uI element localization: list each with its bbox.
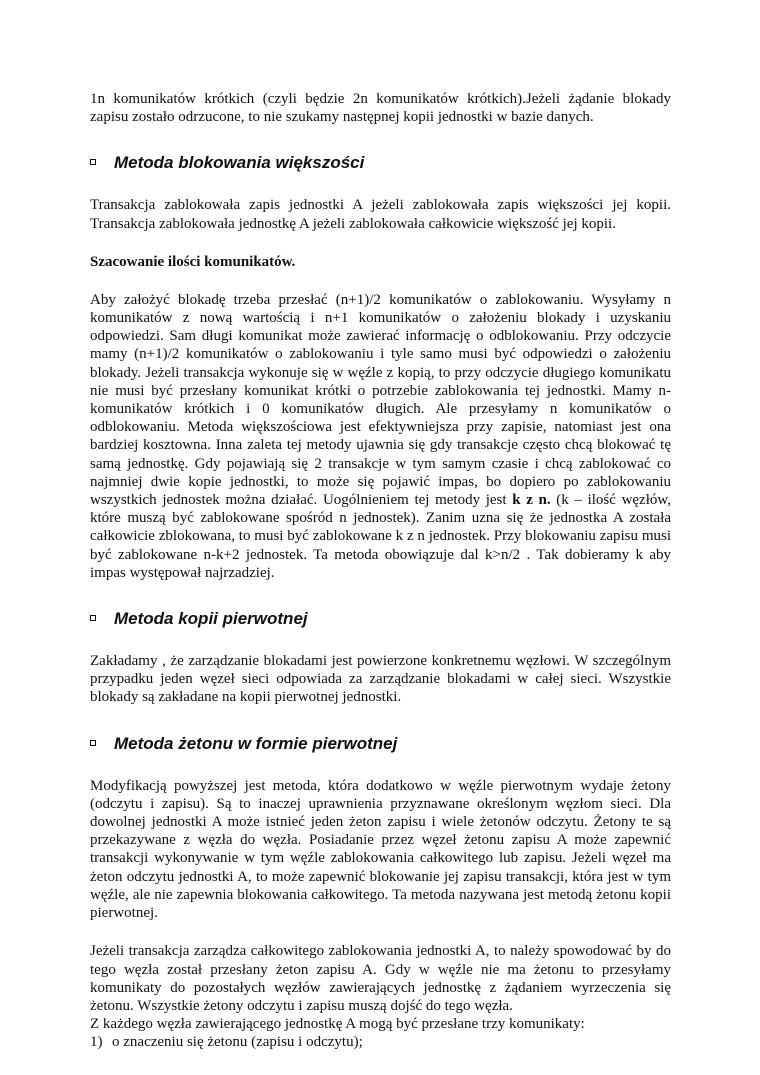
intro-paragraph: 1n komunikatów krótkich (czyli będzie 2n komunikatów krótkich).Jeżeli żądanie blokady zapisu zostało odrzucone, to nie szukamy następnej kopii jednostki w bazie danych.	[90, 91, 671, 126]
square-bullet-icon	[90, 615, 96, 621]
list-item-text: o znaczeniu się żetonu (zapisu i odczytu);	[112, 1034, 363, 1051]
section-heading-majority	[90, 152, 671, 174]
messages-intro-line: Z każdego węzła zawierającego jednostkę A mogą być przesłane trzy komunikaty:	[90, 1016, 585, 1033]
token-request-paragraph: Jeżeli transakcja zarządza całkowitego zablokowania jednostki A, to należy spowodować by do tego węzła został przesłany żeton zapisu A. Gdy w węźle nie ma żetonu to przesyłamy komunikaty do pozostałych węzłów zawierających jednostkę z żądaniem wyrzeczenia się żetonu. Wszystkie żetony odczytu i zapisu muszą dojść do tego węzła.	[90, 943, 671, 1014]
token-description-paragraph: Modyfikacją powyższej jest metoda, która dodatkowo w węźle pierwotnym wydaje żetony (odczytu i zapisu). Są to inaczej uprawnienia przyznawane określonym węzłom sieci. Dla dowolnej jednostki A może istnieć jeden żeton zapisu i wiele żetonów odczytu. Żetony te są przekazywane z węzła do węzła. Posiadanie przez węzeł żetonu zapisu A może zapewnić transakcji wykonywanie w tym węźle zablokowania całkowitego lub zapisu. Jeżeli węzeł ma żeton odczytu jednostki A, to może zapewnić blokowanie jej zapisu transakcji, która jest w tym węźle, ale nie zapewnia blokowania całkowitego. Ta metoda nazywana jest metodą żetonu kopii pierwotnej.	[90, 777, 671, 922]
message-estimate-paragraph	[90, 291, 671, 582]
square-bullet-icon	[90, 159, 96, 165]
primary-copy-paragraph: Zakładamy , że zarządzanie blokadami jest powierzone konkretnemu węzłowi. W szczególnym przypadku jeden węzeł sieci odpowiada za zarządzanie blokadami w całej sieci. Wszystkie blokady są zakładane na kopii pierwotnej jednostki.	[90, 653, 671, 706]
paragraph-text-start: Aby założyć blokadę trzeba przesłać (n+1)/2 komunikatów o zablokowaniu. Wysyłamy n komunikatów z nową wartością i n+1 komunikatów o założeniu blokady i uzyskaniu odpowiedzi. Sam długi komunikat może zawierać informację o odblokowaniu. Przy odczycie mamy (n+1)/2 komunikatów o zablokowaniu i tyle samo musi być odpowiedzi o założeniu blokady. Jeżeli transakcja wykonuje się w węźle z kopią, to przy odczycie długiego komunikatu nie musi być przesłany komunikat krótki o potrzebie zablokowania tej jednostki. Mamy n- komunikatów krótkich i 0 komunikatów długich. Ale przesyłamy n komunikatów o odblokowaniu. Metoda większościowa jest efektywniejsza przy zapisie, natomiast jest ona bardziej kosztowna. Inna zaleta tej metody ujawnia się gdy transakcje często chcą blokować tę samą jednostkę. Gdy pojawiają się 2 transakcje w tym samym czasie i chcą zablokować co najmniej dwie kopie jednostki, to może się pojawić impas, bo dopiero po zablokowaniu wszystkich jednostek można działać. Uogólnieniem tej metody jest	[90, 291, 671, 509]
majority-definition-paragraph: Transakcja zablokowała zapis jednostki A jeżeli zablokowała zapis większości jej kopii. Transakcja zablokowała jednostkę A jeżeli zablokowała całkowicie większość jej kopii.	[90, 197, 671, 232]
section-heading-token	[90, 733, 671, 755]
list-item	[90, 1033, 671, 1051]
bold-term-k-of-n: k z n.	[512, 492, 551, 509]
document-page	[90, 90, 671, 1052]
list-item-number: 1)	[90, 1034, 103, 1051]
subheading-message-estimate: Szacowanie ilości komunikatów.	[90, 253, 296, 270]
section-heading-primary-copy	[90, 608, 671, 630]
section-title: Metoda żetonu w formie pierwotnej	[114, 733, 398, 753]
square-bullet-icon	[90, 740, 96, 746]
section-title: Metoda kopii pierwotnej	[114, 609, 308, 629]
messages-list	[90, 1033, 671, 1051]
paragraph-text-end: (k – ilość węzłów, które muszą być zablokowane spośród n jednostek). Zanim uzna się że jednostka A została całkowicie zblokowana, to musi być zablokowane k z n jednostek. Przy blokowaniu zapisu musi być zablokowane n-k+2 jednostek. Ta metoda obowiązuje dal k>n/2 . Tak dobieramy k aby impas występował najrzadziej.	[90, 492, 671, 581]
section-title: Metoda blokowania większości	[114, 153, 365, 173]
